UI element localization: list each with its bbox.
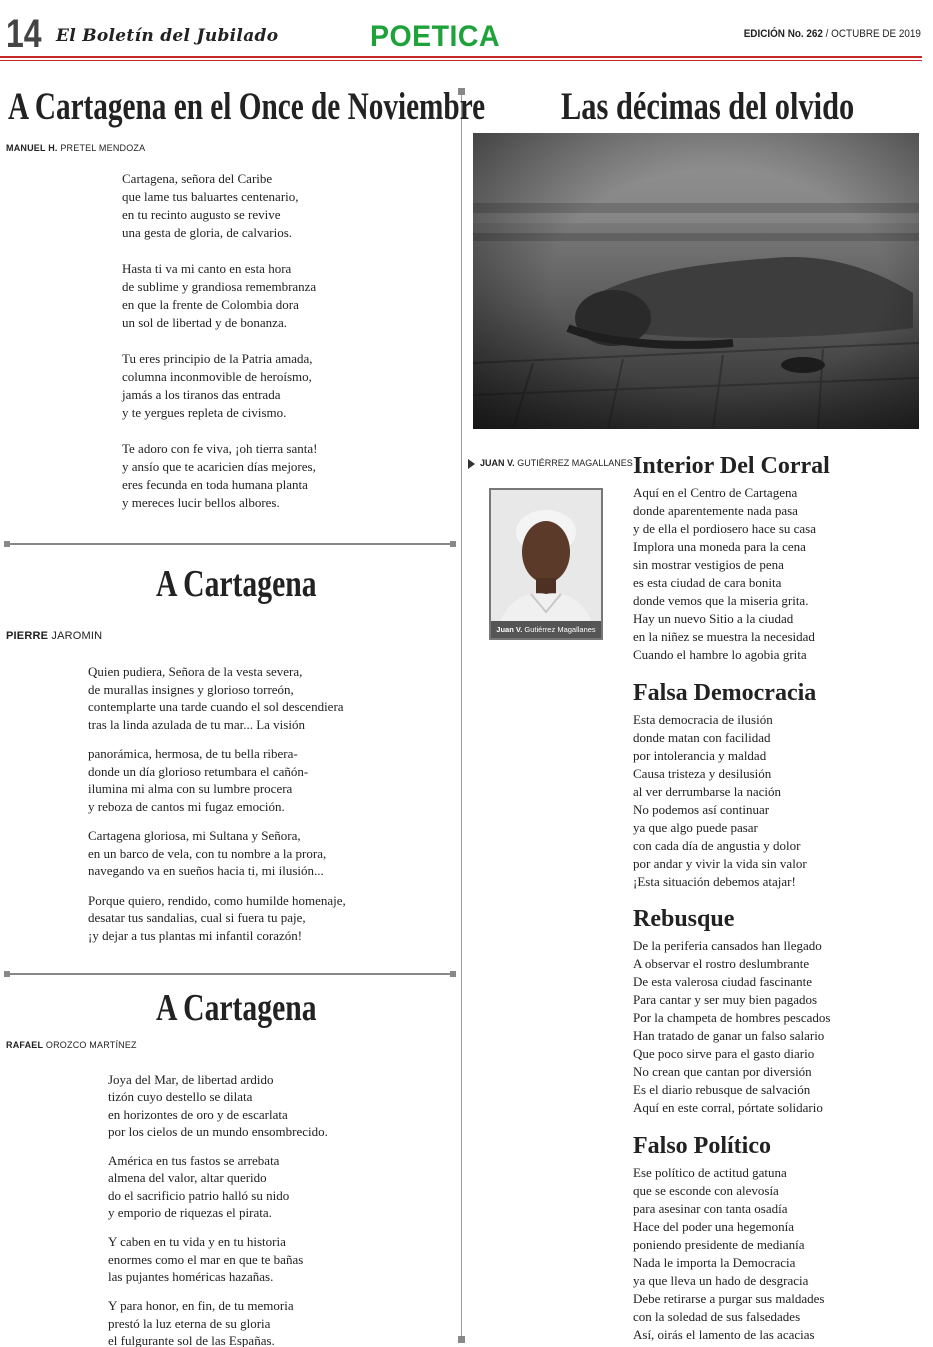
verse-line: Cartagena gloriosa, mi Sultana y Señora, (88, 828, 301, 843)
poem2-author-last: JAROMIN (51, 630, 103, 642)
verse-line: Hasta ti va mi canto en esta hora (122, 261, 292, 276)
stanza (88, 892, 346, 945)
verse-line: en que la frente de Colombia dora (122, 297, 299, 312)
verse-line: Hay un nuevo Sitio a la ciudad (633, 611, 794, 626)
section-name: POETICA (370, 20, 501, 53)
poem3-author-last: OROZCO MARTÍNEZ (45, 1040, 137, 1050)
verse-line: prestó la luz eterna de su gloria (108, 1315, 271, 1331)
poem2-byline (6, 630, 102, 642)
verse-line: almena del valor, altar querido (108, 1170, 267, 1186)
poem1-byline (6, 143, 145, 153)
right-poem4-title: Falso Político (633, 1133, 771, 1159)
verse-line: Aquí en el Centro de Cartagena (633, 485, 798, 500)
paper-name: El Boletín del Jubilado (56, 26, 279, 46)
stanza (108, 1297, 328, 1347)
edition-date: / OCTUBRE DE 2019 (825, 28, 921, 40)
page-header (0, 0, 933, 62)
verse-line: Debe retirarse a purgar sus maldades (633, 1291, 825, 1306)
verse-line: con la soledad de sus falsedades (633, 1309, 801, 1324)
verse-line: en un barco de vela, con tu nombre a la prora, (88, 845, 327, 861)
right-main-title: Las décimas del olvido (561, 85, 855, 128)
section-separator (4, 973, 456, 975)
verse-line: enormes como el mar en que te bañas (108, 1251, 304, 1267)
verse-line: de murallas insignes y glorioso torreón, (88, 681, 294, 697)
arrow-right-icon (468, 459, 475, 469)
verse-line: y te yergues repleta de civismo. (122, 405, 287, 420)
right-poem2-body (633, 711, 807, 891)
right-author-first: JUAN V. (480, 458, 515, 468)
stanza (88, 827, 346, 880)
verse-line: Y para honor, en fin, de tu memoria (108, 1298, 294, 1314)
verse-line: Hace del poder una hegemonía (633, 1219, 794, 1234)
verse-line: Joya del Mar, de libertad ardido (108, 1072, 274, 1087)
header-rule-thin (0, 60, 922, 61)
portrait-illustration (491, 490, 601, 638)
poem3-body (108, 1071, 328, 1347)
verse-line: panorámica, hermosa, de tu bella ribera- (88, 746, 298, 761)
verse-line: Cartagena, señora del Caribe (122, 171, 273, 186)
verse-line: A observar el rostro deslumbrante (633, 956, 810, 971)
verse-line: América en tus fastos se arrebata (108, 1153, 280, 1169)
poem3-byline (6, 1040, 137, 1050)
verse-line: en horizontes de oro y de escarlata (108, 1106, 288, 1122)
verse-line: ¡y dejar a tus plantas mi infantil corazón! (88, 927, 303, 943)
stanza (122, 440, 317, 512)
verse-line: No podemos así continuar (633, 802, 770, 817)
poem1-title: A Cartagena en el Once de Noviembre (8, 85, 486, 128)
poem2-author-first: PIERRE (6, 630, 49, 642)
verse-line: Tu eres principio de la Patria amada, (122, 351, 313, 366)
verse-line: jamás a los tiranos das entrada (122, 387, 281, 402)
verse-line: Para cantar y ser muy bien pagados (633, 992, 818, 1007)
verse-line: De esta valerosa ciudad fascinante (633, 974, 813, 989)
verse-line: tizón cuyo destello se dilata (108, 1089, 253, 1105)
verse-line: el fulgurante sol de las Españas. (108, 1332, 275, 1347)
stanza (108, 1152, 328, 1221)
poem3-title: A Cartagena (156, 987, 317, 1029)
stanza (122, 170, 317, 242)
portrait-caption-first: Juan V. (496, 625, 523, 634)
author-portrait (489, 488, 603, 640)
verse-line: las pujantes homéricas hazañas. (108, 1268, 274, 1284)
verse-line: donde un día glorioso retumbara el cañón- (88, 763, 309, 779)
poem1-author-last: PRETEL MENDOZA (60, 143, 146, 153)
verse-line: que se esconde con alevosía (633, 1183, 779, 1198)
right-poem1-body (633, 484, 816, 664)
portrait-caption-last: Gutiérrez Magallanes (524, 625, 596, 634)
verse-line: ¡Esta situación debemos atajar! (633, 874, 796, 889)
verse-line: donde vemos que la miseria grita. (633, 593, 809, 608)
right-poem1-title: Interior Del Corral (633, 453, 830, 479)
verse-line: Esta democracia de ilusión (633, 712, 773, 727)
right-poem2-title: Falsa Democracia (633, 680, 817, 706)
verse-line: poniendo presidente de medianía (633, 1237, 805, 1252)
verse-line: y emporio de riquezas el pirata. (108, 1205, 272, 1221)
poem1-body (122, 170, 317, 530)
stanza (108, 1233, 328, 1285)
verse-line: Te adoro con fe viva, ¡oh tierra santa! (122, 441, 318, 456)
street-photo-illustration (473, 133, 919, 429)
verse-line: por intolerancia y maldad (633, 748, 767, 763)
verse-line: desatar tus sandalias, cual si fuera tu paje, (88, 910, 306, 925)
verse-line: en la niñez se muestra la necesidad (633, 629, 815, 644)
verse-line: con cada día de angustia y dolor (633, 838, 801, 853)
page-number: 14 (6, 12, 42, 56)
verse-line: Quien pudiera, Señora de la vesta severa, (88, 664, 303, 679)
right-author-last: GUTIÉRREZ MAGALLANES (517, 458, 633, 468)
right-poem3-body (633, 937, 830, 1117)
edition-number: No. 262 (787, 28, 824, 40)
verse-line: Porque quiero, rendido, como humilde homenaje, (88, 892, 346, 908)
verse-line: ya que lleva un hado de desgracia (633, 1273, 809, 1288)
right-poem4-body (633, 1164, 824, 1344)
verse-line: eres fecunda en toda humana planta (122, 477, 308, 492)
verse-line: De la periferia cansados han llegado (633, 938, 822, 953)
stanza (108, 1071, 328, 1140)
verse-line: que lame tus baluartes centenario, (122, 189, 299, 204)
stanza (88, 663, 346, 733)
poem1-author-first: MANUEL H. (6, 143, 58, 153)
verse-line: Ese político de actitud gatuna (633, 1165, 787, 1180)
verse-line: Así, oirás el lamento de las acacias (633, 1327, 815, 1342)
verse-line: No crean que cantan por diversión (633, 1064, 812, 1079)
stanza (122, 350, 317, 422)
verse-line: Cuando el hambre lo agobia grita (633, 647, 807, 662)
column-divider (461, 90, 462, 1340)
portrait-caption (491, 621, 601, 638)
verse-line: para asesinar con tanta osadía (633, 1201, 788, 1216)
verse-line: una gesta de gloria, de calvarios. (122, 225, 293, 240)
verse-line: al ver derrumbarse la nación (633, 784, 781, 799)
verse-line: un sol de libertad y de bonanza. (122, 315, 287, 330)
verse-line: Implora una moneda para la cena (633, 539, 806, 554)
divider-cap-bottom (458, 1336, 465, 1343)
verse-line: Han tratado de ganar un falso salario (633, 1028, 825, 1043)
verse-line: Nada le importa la Democracia (633, 1255, 796, 1270)
verse-line: y mereces lucir bellos albores. (122, 495, 280, 510)
verse-line: ya que algo puede pasar (633, 820, 758, 835)
verse-line: por andar y vivir la vida sin valor (633, 856, 807, 871)
verse-line: do el sacrificio patrio halló su nido (108, 1187, 290, 1203)
verse-line: y de ella el pordiosero hace su casa (633, 521, 817, 536)
poem3-author-first: RAFAEL (6, 1040, 44, 1050)
verse-line: sin mostrar vestigios de pena (633, 557, 784, 572)
verse-line: Causa tristeza y desilusión (633, 766, 772, 781)
verse-line: tras la linda azulada de tu mar... La visión (88, 716, 305, 732)
edition-info (744, 28, 921, 40)
verse-line: en tu recinto augusto se revive (122, 207, 281, 222)
verse-line: donde matan con facilidad (633, 730, 771, 745)
verse-line: Por la champeta de hombres pescados (633, 1010, 831, 1025)
verse-line: Aquí en este corral, pórtate solidario (633, 1100, 823, 1115)
verse-line: columna inconmovible de heroísmo, (122, 369, 312, 384)
verse-line: es esta ciudad de cara bonita (633, 575, 782, 590)
stanza (88, 745, 346, 815)
verse-line: por los cielos de un mundo ensombrecido. (108, 1123, 328, 1139)
verse-line: y ansío que te acaricien días mejores, (122, 459, 316, 474)
stanza (122, 260, 317, 332)
verse-line: ilumina mi alma con su lumbre procera (88, 781, 293, 796)
verse-line: navegando va en sueños hacia ti, mi ilusión... (88, 863, 324, 878)
verse-line: Que poco sirve para el gasto diario (633, 1046, 815, 1061)
header-rule (0, 56, 922, 58)
edition-label: EDICIÓN (743, 28, 786, 40)
verse-line: y reboza de cantos mi fugaz emoción. (88, 798, 285, 814)
poem2-title: A Cartagena (156, 563, 317, 605)
verse-line: contemplarte una tarde cuando el sol descendiera (88, 699, 344, 714)
verse-line: donde aparentemente nada pasa (633, 503, 798, 518)
right-poem3-title: Rebusque (633, 906, 735, 932)
street-photo (473, 133, 919, 429)
verse-line: Es el diario rebusque de salvación (633, 1082, 811, 1097)
section-separator (4, 543, 456, 545)
verse-line: de sublime y grandiosa remembranza (122, 279, 317, 294)
verse-line: Y caben en tu vida y en tu historia (108, 1234, 286, 1250)
right-byline (468, 458, 633, 469)
poem2-body (88, 663, 346, 956)
